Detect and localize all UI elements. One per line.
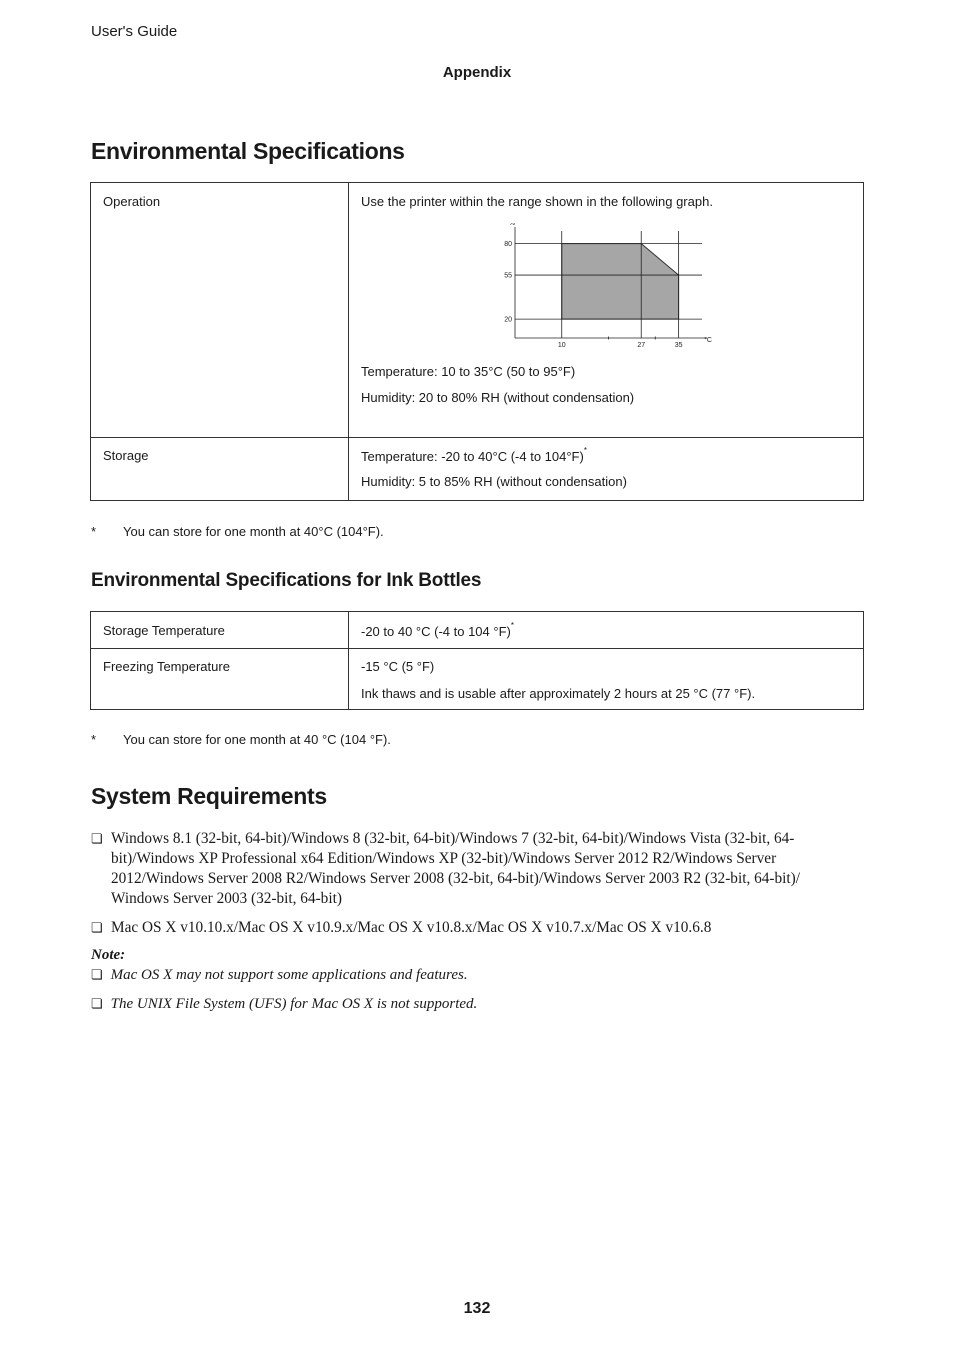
checkbox-bullet-icon: ❏ (91, 967, 103, 982)
storage-footnote-marker: * (583, 446, 587, 455)
y-tick-label: 55 (504, 272, 512, 280)
x-unit-label: °C (704, 337, 712, 344)
note-item (91, 967, 468, 984)
requirement-text: Mac OS X v10.10.x/Mac OS X v10.9.x/Mac OS X v10.8.x/Mac OS X v10.7.x/Mac OS X v10.6.8 (111, 919, 712, 936)
storage-label-cell (91, 438, 349, 501)
x-tick-label: 35 (674, 342, 683, 349)
x-tick-label: 27 (637, 342, 646, 349)
ink-storage-value-text: -20 to 40 °C (-4 to 104 °F) (361, 624, 511, 639)
requirement-item-mac (91, 918, 861, 938)
y-tick-label: 80 (504, 241, 512, 249)
ink-storage-footnote-marker: * (510, 621, 514, 630)
operating-range-area (562, 244, 679, 320)
ink-storage-row (91, 612, 864, 649)
operation-row (91, 183, 864, 438)
note-title: Note: (91, 947, 126, 963)
ink-freezing-label: Freezing Temperature (103, 659, 230, 674)
x-tick-label: 10 (557, 342, 566, 349)
checkbox-bullet-icon: ❏ (91, 920, 103, 935)
ink-spec-heading: Environmental Specifications for Ink Bottles (91, 570, 482, 591)
checkbox-bullet-icon: ❏ (91, 831, 103, 846)
page-number: 132 (463, 1300, 491, 1317)
operation-humidity: Humidity: 20 to 80% RH (without condensation) (361, 390, 635, 405)
operation-label: Operation (103, 194, 161, 209)
footnote-text: You can store for one month at 40°C (104°F). (123, 524, 384, 539)
operating-range-chart-svg (499, 223, 719, 353)
ink-freezing-value-cell (349, 649, 864, 710)
y-unit-label: % (508, 223, 516, 227)
storage-temperature (361, 446, 851, 464)
note-item (91, 996, 477, 1013)
ink-freezing-value: -15 °C (5 °F) (361, 659, 435, 674)
y-tick-label: 20 (504, 316, 512, 324)
operation-intro: Use the printer within the range shown in the following graph. (361, 194, 713, 209)
storage-label: Storage (103, 448, 149, 463)
ink-storage-value (361, 621, 851, 639)
note-text: Mac OS X may not support some applications and features. (110, 967, 468, 983)
checkbox-bullet-icon: ❏ (91, 996, 103, 1011)
requirement-item-windows (91, 829, 861, 909)
ink-freezing-row (91, 649, 864, 710)
ink-storage-label-cell (91, 612, 349, 649)
ink-storage-label: Storage Temperature (103, 623, 225, 638)
document-title: User's Guide (91, 23, 178, 40)
ink-freezing-note: Ink thaws and is usable after approximately 2 hours at 25 °C (77 °F). (361, 686, 756, 701)
footnote-text: You can store for one month at 40 °C (104 °F). (123, 732, 391, 747)
ink-freezing-label-cell (91, 649, 349, 710)
storage-temperature-text: Temperature: -20 to 40°C (-4 to 104°F) (361, 449, 584, 464)
note-text: The UNIX File System (UFS) for Mac OS X is not supported. (110, 996, 478, 1012)
section-title: Appendix (442, 64, 512, 81)
ink-spec-table (90, 611, 864, 710)
system-requirements-heading: System Requirements (91, 783, 327, 809)
footnote-marker: * (91, 524, 97, 539)
operating-range-chart (499, 223, 719, 353)
operation-temperature: Temperature: 10 to 35°C (50 to 95°F) (361, 364, 576, 379)
operation-label-cell (91, 183, 349, 438)
ink-storage-value-cell (349, 612, 864, 649)
storage-row (91, 438, 864, 501)
storage-humidity: Humidity: 5 to 85% RH (without condensation) (361, 474, 627, 489)
env-spec-heading: Environmental Specifications (91, 138, 405, 164)
requirement-text: Windows 8.1 (32-bit, 64-bit)/Windows 8 (32-bit, 64-bit)/Windows 7 (32-bit, 64-bit)/Windows Vista (32-bit, 64-bit)/Windows XP Professional x64 Edition/Windows XP (32-bit)/Windows Server 2012 R2/Windows Server 2012/Windows Server 2008 R2/Windows Server 2008 (32-bit, 64-bit)/Windows Server 2003 R2 (32-bit, 64-bit)/ Windows Server 2003 (32-bit, 64-bit) (111, 830, 800, 907)
storage-value-cell (349, 438, 864, 501)
operation-value-cell (349, 183, 864, 438)
footnote-marker: * (91, 732, 97, 747)
env-spec-table (90, 182, 864, 501)
